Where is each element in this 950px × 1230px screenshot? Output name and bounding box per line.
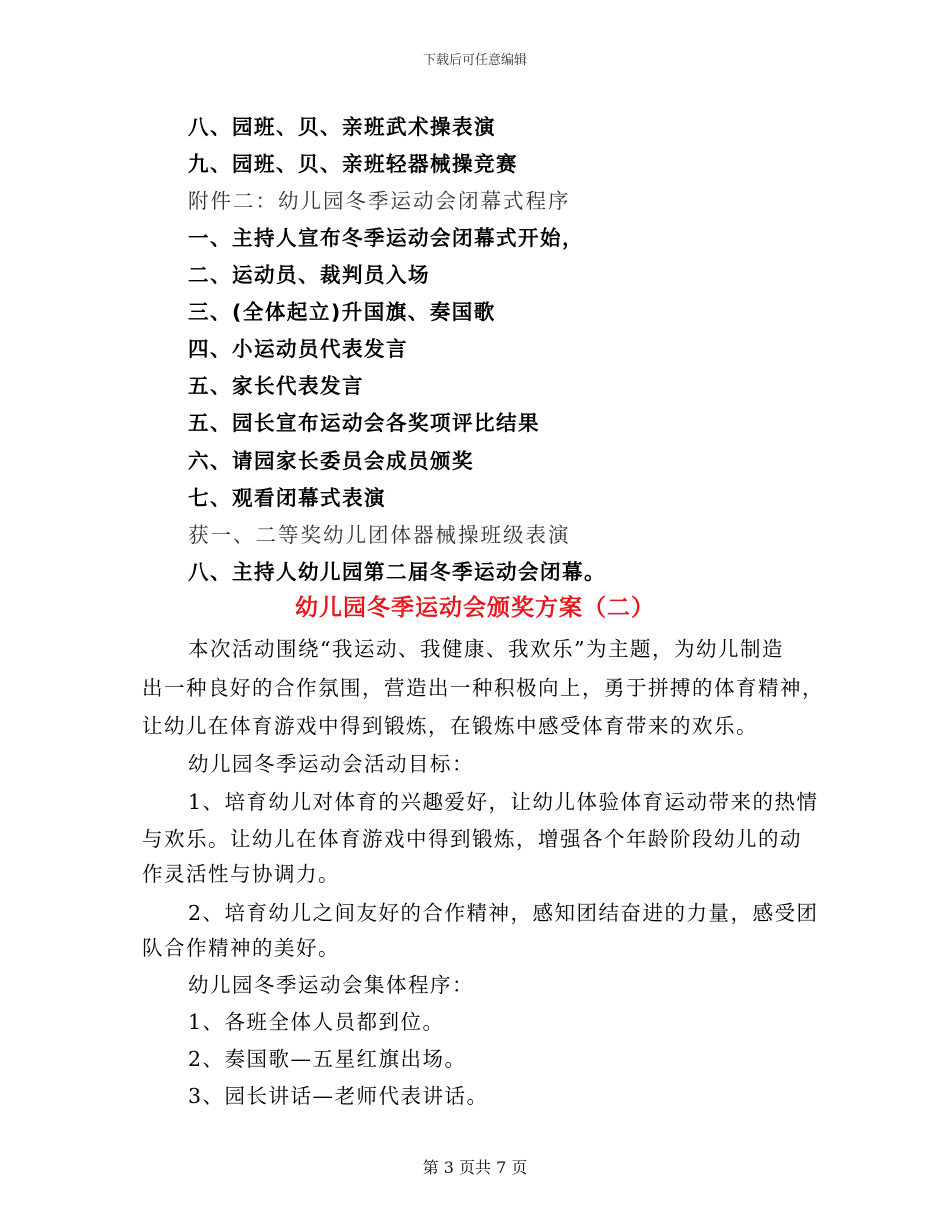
list-item: 五、家长代表发言 bbox=[188, 374, 364, 398]
paragraph-line: 2、培育幼儿之间友好的合作精神，感知团结奋进的力量，感受团 bbox=[188, 901, 819, 925]
list-item: 1、各班全体人员都到位。 bbox=[188, 1010, 445, 1034]
appendix-title: 附件二：幼儿园冬季运动会闭幕式程序 bbox=[188, 189, 571, 213]
paragraph-line: 队合作精神的美好。 bbox=[142, 936, 340, 960]
page-number: 第 3 页共 7 页 bbox=[422, 1158, 528, 1177]
list-item: 四、小运动员代表发言 bbox=[188, 337, 408, 361]
goals-heading: 幼儿园冬季运动会活动目标： bbox=[188, 752, 474, 776]
list-item: 八、主持人幼儿园第二届冬季运动会闭幕。 bbox=[188, 560, 606, 584]
paragraph-line: 本次活动围绕“我运动、我健康、我欢乐”为主题，为幼儿制造 bbox=[188, 637, 784, 661]
section-title: 幼儿园冬季运动会颁奖方案（二） bbox=[295, 595, 655, 621]
list-item: 3、园长讲话—老师代表讲话。 bbox=[188, 1084, 489, 1108]
paragraph-line: 与欢乐。让幼儿在体育游戏中得到锻炼，增强各个年龄阶段幼儿的动 bbox=[142, 827, 802, 851]
list-item: 六、请园家长委员会成员颁奖 bbox=[188, 449, 474, 473]
list-item: 一、主持人宣布冬季运动会闭幕式开始， bbox=[188, 226, 584, 250]
list-item: 九、园班、贝、亲班轻器械操竞赛 bbox=[188, 152, 518, 176]
list-item: 八、园班、贝、亲班武术操表演 bbox=[188, 115, 496, 139]
paragraph-line: 作灵活性与协调力。 bbox=[142, 862, 340, 886]
performance-note: 获一、二等奖幼儿团体器械操班级表演 bbox=[188, 523, 571, 547]
paragraph-line: 1、培育幼儿对体育的兴趣爱好，让幼儿体验体育运动带来的热情 bbox=[188, 790, 819, 814]
list-item: 三、(全体起立)升国旗、奏国歌 bbox=[188, 300, 496, 324]
list-item: 五、园长宣布运动会各奖项评比结果 bbox=[188, 411, 540, 435]
list-item: 2、奏国歌—五星红旗出场。 bbox=[188, 1047, 467, 1071]
paragraph-line: 让幼儿在体育游戏中得到锻炼，在锻炼中感受体育带来的欢乐。 bbox=[142, 714, 758, 738]
paragraph-line: 出一种良好的合作氛围，营造出一种积极向上，勇于拼搏的体育精神， bbox=[142, 676, 824, 700]
list-item: 七、观看闭幕式表演 bbox=[188, 486, 386, 510]
program-heading: 幼儿园冬季运动会集体程序： bbox=[188, 973, 474, 997]
page-header: 下载后可任意编辑 bbox=[422, 53, 527, 68]
list-item: 二、运动员、裁判员入场 bbox=[188, 263, 430, 287]
